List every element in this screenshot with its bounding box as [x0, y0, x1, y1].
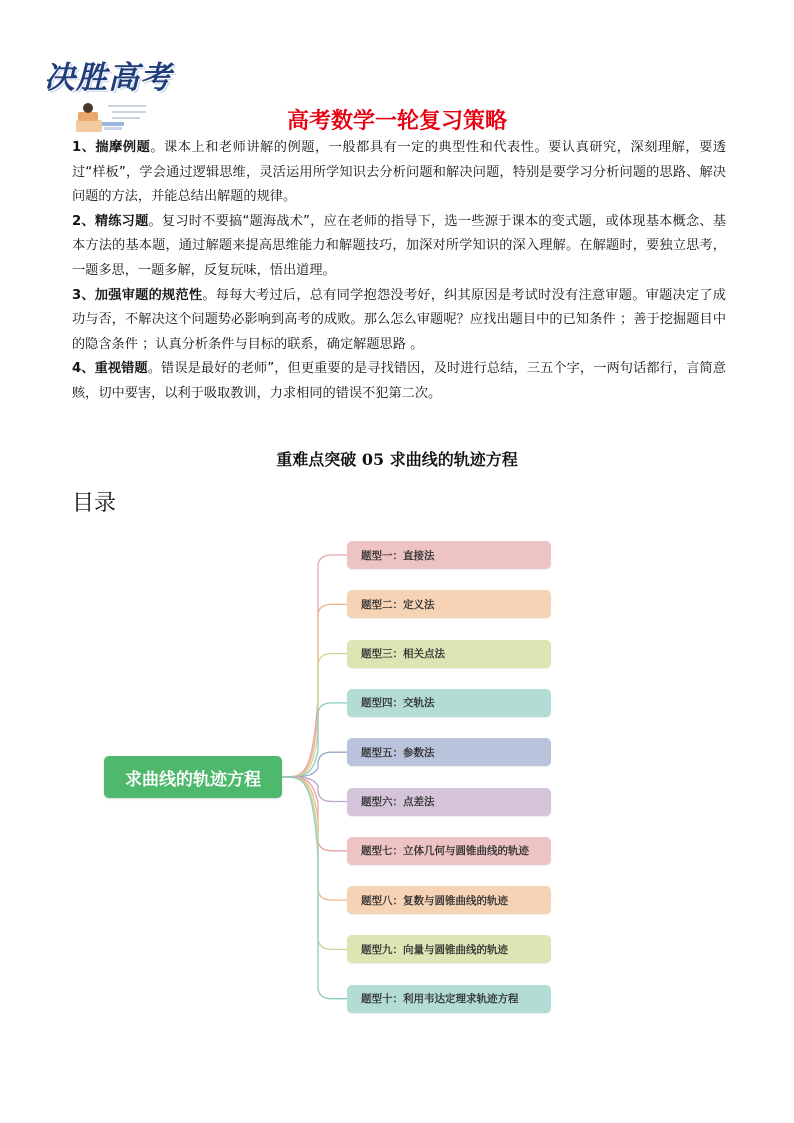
paragraph-lead: 3、加强审题的规范性 [72, 287, 203, 303]
mindmap-branch-5: 题型五：参数法 [347, 738, 551, 766]
mindmap-branch-7: 题型七：立体几何与圆锥曲线的轨迹 [347, 837, 551, 865]
mindmap-branch-10: 题型十：利用韦达定理求轨迹方程 [347, 985, 551, 1013]
mindmap-root: 求曲线的轨迹方程 [104, 756, 282, 798]
paragraph-body: 。错误是最好的老师”，但更重要的是寻找错因，及时进行总结，三五个字，一两句话都行，言简意赅，切中要害，以利于吸取教训，力求相同的错误不犯第二次。 [72, 361, 726, 401]
mindmap-connector-3 [282, 654, 347, 777]
paragraph-body: 。课本上和老师讲解的例题，一般都具有一定的典型性和代表性。要认真研究，深刻理解，要透过“样板”，学会通过逻辑思维，灵活运用所学知识去分析问题和解决问题，特别是要学习分析问题的思路、解决问题的方法，并能总结出解题的规律。 [72, 140, 726, 205]
logo-text: 决胜高考 [44, 60, 172, 96]
paragraph-body: 。每每大考过后，总有同学抱怨没考好，纠其原因是考试时没有注意审题。审题决定了成功与否，不解决这个问题势必影响到高考的成败。那么怎么审题呢？应找出题目中的已知条件 ；善于挖掘题目中的隐含条件 ；认真分析条件与目标的联系，确定解题思路 。 [72, 287, 726, 352]
paragraph-body: 。复习时不要搞“题海战术”，应在老师的指导下，选一些源于课本的变式题，或体现基本概念、基本方法的基本题，通过解题来提高思维能力和解题技巧，加深对所学知识的深入理解。在解题时，要独立思考，一题多思，一题多解，反复玩味，悟出道理。 [72, 213, 726, 278]
mindmap [0, 530, 794, 1030]
mindmap-connector-6 [282, 777, 347, 802]
paragraph-lead: 4、重视错题 [72, 361, 148, 377]
strategy-paragraph-3 [72, 284, 726, 358]
mindmap-connector-5 [282, 752, 347, 777]
main-title: 高考数学一轮复习策略 [286, 109, 507, 134]
mindmap-branch-1: 题型一：直接法 [347, 541, 551, 569]
mindmap-branch-6: 题型六：点差法 [347, 788, 551, 816]
mindmap-branch-3: 题型三：相关点法 [347, 640, 551, 668]
mindmap-branch-8: 题型八：复数与圆锥曲线的轨迹 [347, 886, 551, 914]
section-title: 重难点突破 05 求曲线的轨迹方程 [276, 450, 518, 469]
mindmap-branch-2: 题型二：定义法 [347, 590, 551, 618]
mindmap-connector-8 [282, 777, 347, 900]
strategy-paragraph-4 [72, 357, 726, 406]
strategy-paragraph-1 [72, 136, 726, 210]
mindmap-branch-9: 题型九：向量与圆锥曲线的轨迹 [347, 935, 551, 963]
paragraph-lead: 2、精练习题 [72, 213, 149, 229]
strategy-paragraph-2 [72, 210, 726, 284]
toc-title: 目录 [72, 491, 117, 516]
mindmap-branch-4: 题型四：交轨法 [347, 689, 551, 717]
paragraph-lead: 1、揣摩例题 [72, 140, 151, 155]
strategy-text [72, 136, 726, 407]
